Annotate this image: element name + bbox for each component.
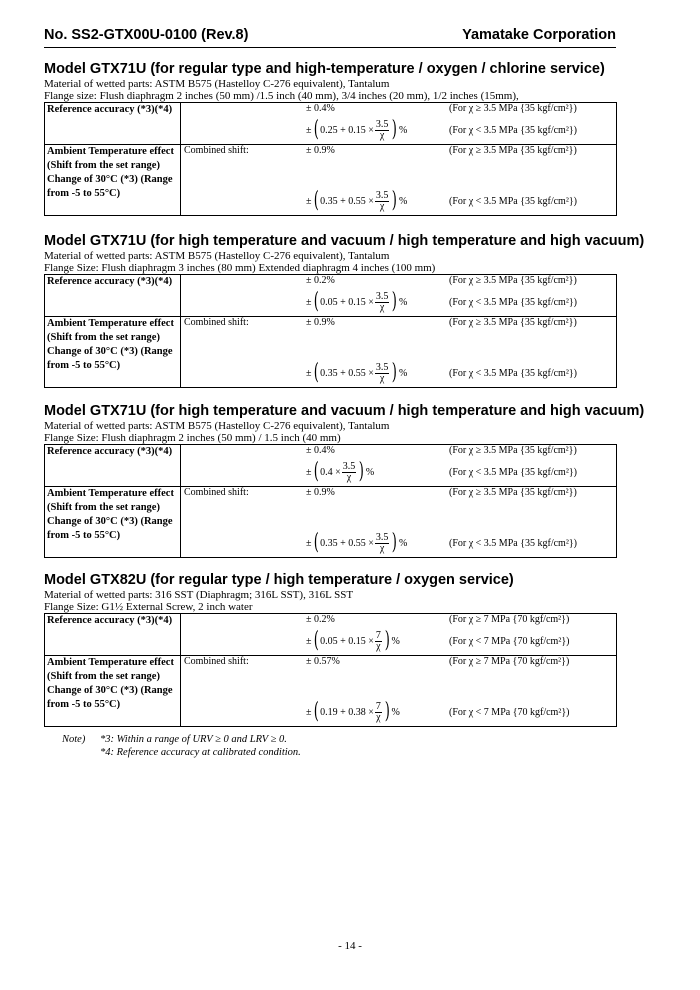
formula-unit: % [365,466,375,478]
right-paren: ) [392,360,398,385]
plus-minus: ± [306,296,312,308]
right-paren: ) [392,530,398,555]
spec-table [44,444,617,558]
plus-minus: ± [306,195,312,207]
formula [306,700,400,724]
reference-accuracy-label: Reference accuracy (*3)(*4) [45,445,181,487]
formula [306,118,407,142]
left-paren: ( [313,117,319,142]
page-header [44,27,616,48]
formula [306,189,407,213]
left-paren: ( [313,628,319,653]
left-paren: ( [313,459,319,484]
plain-value: ± 0.4% [306,103,335,114]
condition-high: (For χ ≥ 3.5 MPa {35 kgf/cm²}) [449,317,577,328]
condition-high: (For χ ≥ 3.5 MPa {35 kgf/cm²}) [449,275,577,286]
plus-minus: ± [306,635,312,647]
plain-value: ± 0.4% [306,445,335,456]
fraction [375,363,390,384]
ambient-temp-label: Ambient Temperature effect (Shift from the set range) Change of 30°C (*3) (Range from -5 to 55°C) [45,145,181,216]
formula-coeff: 0.4 × [320,466,341,478]
flange-size: Flange Size: Flush diaphragm 3 inches (80 mm) Extended diaphragm 4 inches (100 mm) [44,262,436,274]
ambient-temp-row [45,317,617,388]
condition-high: (For χ ≥ 3.5 MPa {35 kgf/cm²}) [449,145,577,156]
flange-size: Flange Size: G1½ External Screw, 2 inch water [44,601,253,613]
condition-high: (For χ ≥ 7 MPa {70 kgf/cm²}) [449,656,570,667]
section-title: Model GTX71U (for regular type and high-temperature / oxygen / chlorine service) [44,61,605,77]
spec-section [44,403,645,558]
formula-unit: % [398,195,408,207]
fraction-numerator: 7 [375,700,381,712]
combined-shift-label: Combined shift: [184,656,249,667]
left-paren: ( [313,699,319,724]
formula-unit: % [398,296,408,308]
reference-accuracy-value [181,103,617,145]
condition-high: (For χ ≥ 7 MPa {70 kgf/cm²}) [449,614,570,625]
ambient-temp-label: Ambient Temperature effect (Shift from the set range) Change of 30°C (*3) (Range from -5 to 55°C) [45,317,181,388]
fraction-numerator: 3.5 [375,361,389,373]
wetted-material: Material of wetted parts: ASTM B575 (Hastelloy C-276 equivalent), Tantalum [44,420,390,432]
reference-accuracy-row [45,614,617,656]
right-paren: ) [384,628,390,653]
section-title: Model GTX82U (for regular type / high temperature / oxygen service) [44,572,514,588]
fraction-denominator: χ [379,301,385,313]
wetted-material: Material of wetted parts: ASTM B575 (Hastelloy C-276 equivalent), Tantalum [44,78,390,90]
wetted-material: Material of wetted parts: 316 SST (Diaphragm; 316L SST), 316L SST [44,589,354,601]
fraction-numerator: 7 [375,629,381,641]
formula-coeff: 0.25 + 0.15 × [320,124,374,136]
ambient-temp-value [181,656,617,727]
plain-value: ± 0.9% [306,317,335,328]
right-paren: ) [392,289,398,314]
reference-accuracy-row [45,445,617,487]
section-title: Model GTX71U (for high temperature and vacuum / high temperature and high vacuum) [44,403,645,419]
formula [306,629,400,653]
condition-high: (For χ ≥ 3.5 MPa {35 kgf/cm²}) [449,445,577,456]
formula-coeff: 0.35 + 0.55 × [320,367,374,379]
flange-size: Flange size: Flush diaphragm 2 inches (50 mm) /1.5 inch (40 mm), 3/4 inches (20 mm), 1/2 inches (15mm), [44,90,519,102]
formula-coeff: 0.35 + 0.55 × [320,195,374,207]
fraction [342,462,357,483]
condition-high: (For χ ≥ 3.5 MPa {35 kgf/cm²}) [449,103,577,114]
left-paren: ( [313,289,319,314]
spec-section [44,61,616,216]
formula-unit: % [398,367,408,379]
fraction-denominator: χ [346,471,352,483]
fraction [375,702,382,723]
flange-size: Flange Size: Flush diaphragm 2 inches (50 mm) / 1.5 inch (40 mm) [44,432,341,444]
fraction-numerator: 3.5 [375,118,389,130]
fraction-denominator: χ [376,711,381,723]
fraction-numerator: 3.5 [375,290,389,302]
ambient-temp-label: Ambient Temperature effect (Shift from the set range) Change of 30°C (*3) (Range from -5 to 55°C) [45,656,181,727]
right-paren: ) [358,459,365,484]
fraction [375,191,390,212]
formula [306,460,374,484]
formula-unit: % [391,706,400,718]
plus-minus: ± [306,124,312,136]
fraction-numerator: 3.5 [342,460,356,472]
spec-table [44,613,617,727]
plus-minus: ± [306,706,312,718]
plain-value: ± 0.9% [306,487,335,498]
wetted-material: Material of wetted parts: ASTM B575 (Hastelloy C-276 equivalent), Tantalum [44,250,390,262]
fraction [375,292,390,313]
formula [306,290,407,314]
section-title: Model GTX71U (for high temperature and vacuum / high temperature and high vacuum) [44,233,645,249]
ambient-temp-row [45,487,617,558]
footnotes [62,733,301,759]
reference-accuracy-value [181,445,617,487]
fraction-denominator: χ [379,200,385,212]
reference-accuracy-value [181,614,617,656]
condition-low: (For χ < 7 MPa {70 kgf/cm²}) [449,707,570,718]
right-paren: ) [392,188,398,213]
condition-low: (For χ < 3.5 MPa {35 kgf/cm²}) [449,297,577,308]
fraction-denominator: χ [376,640,381,652]
fraction-numerator: 3.5 [375,189,389,201]
fraction-denominator: χ [379,372,385,384]
left-paren: ( [313,188,319,213]
company-name: Yamatake Corporation [462,27,616,43]
reference-accuracy-label: Reference accuracy (*3)(*4) [45,275,181,317]
plain-value: ± 0.2% [306,275,335,286]
formula [306,531,407,555]
plain-value: ± 0.2% [306,614,335,625]
condition-high: (For χ ≥ 3.5 MPa {35 kgf/cm²}) [449,487,577,498]
formula-unit: % [398,124,408,136]
reference-accuracy-value [181,275,617,317]
ambient-temp-value [181,145,617,216]
reference-accuracy-label: Reference accuracy (*3)(*4) [45,614,181,656]
spec-section [44,233,645,388]
right-paren: ) [392,117,398,142]
ambient-temp-row [45,145,617,216]
fraction [375,120,390,141]
spec-table [44,102,617,216]
fraction [375,631,382,652]
reference-accuracy-row [45,103,617,145]
condition-low: (For χ < 3.5 MPa {35 kgf/cm²}) [449,368,577,379]
note-label: Note) [62,734,86,745]
formula [306,361,407,385]
plus-minus: ± [306,537,312,549]
condition-low: (For χ < 7 MPa {70 kgf/cm²}) [449,636,570,647]
page-number: - 14 - [338,940,362,952]
combined-shift-label: Combined shift: [184,487,249,498]
reference-accuracy-label: Reference accuracy (*3)(*4) [45,103,181,145]
plain-value: ± 0.9% [306,145,335,156]
formula-coeff: 0.05 + 0.15 × [320,635,374,647]
fraction-denominator: χ [379,542,385,554]
reference-accuracy-row [45,275,617,317]
ambient-temp-value [181,317,617,388]
ambient-temp-row [45,656,617,727]
plain-value: ± 0.57% [306,656,340,667]
condition-low: (For χ < 3.5 MPa {35 kgf/cm²}) [449,196,577,207]
condition-low: (For χ < 3.5 MPa {35 kgf/cm²}) [449,538,577,549]
ambient-temp-label: Ambient Temperature effect (Shift from the set range) Change of 30°C (*3) (Range from -5 to 55°C) [45,487,181,558]
fraction [375,533,390,554]
plus-minus: ± [306,367,312,379]
spec-section [44,572,616,727]
formula-coeff: 0.35 + 0.55 × [320,537,374,549]
spec-table [44,274,617,388]
note-4: *4: Reference accuracy at calibrated condition. [100,747,301,758]
formula-coeff: 0.19 + 0.38 × [320,706,374,718]
combined-shift-label: Combined shift: [184,145,249,156]
formula-unit: % [391,635,400,647]
note-3: *3: Within a range of URV ≥ 0 and LRV ≥ 0. [100,734,287,745]
fraction-denominator: χ [379,129,385,141]
combined-shift-label: Combined shift: [184,317,249,328]
formula-unit: % [398,537,408,549]
left-paren: ( [313,360,319,385]
condition-low: (For χ < 3.5 MPa {35 kgf/cm²}) [449,125,577,136]
left-paren: ( [313,530,319,555]
fraction-numerator: 3.5 [375,531,389,543]
right-paren: ) [384,699,390,724]
plus-minus: ± [306,466,312,478]
document-number: No. SS2-GTX00U-0100 (Rev.8) [44,27,249,43]
formula-coeff: 0.05 + 0.15 × [320,296,374,308]
condition-low: (For χ < 3.5 MPa {35 kgf/cm²}) [449,467,577,478]
ambient-temp-value [181,487,617,558]
